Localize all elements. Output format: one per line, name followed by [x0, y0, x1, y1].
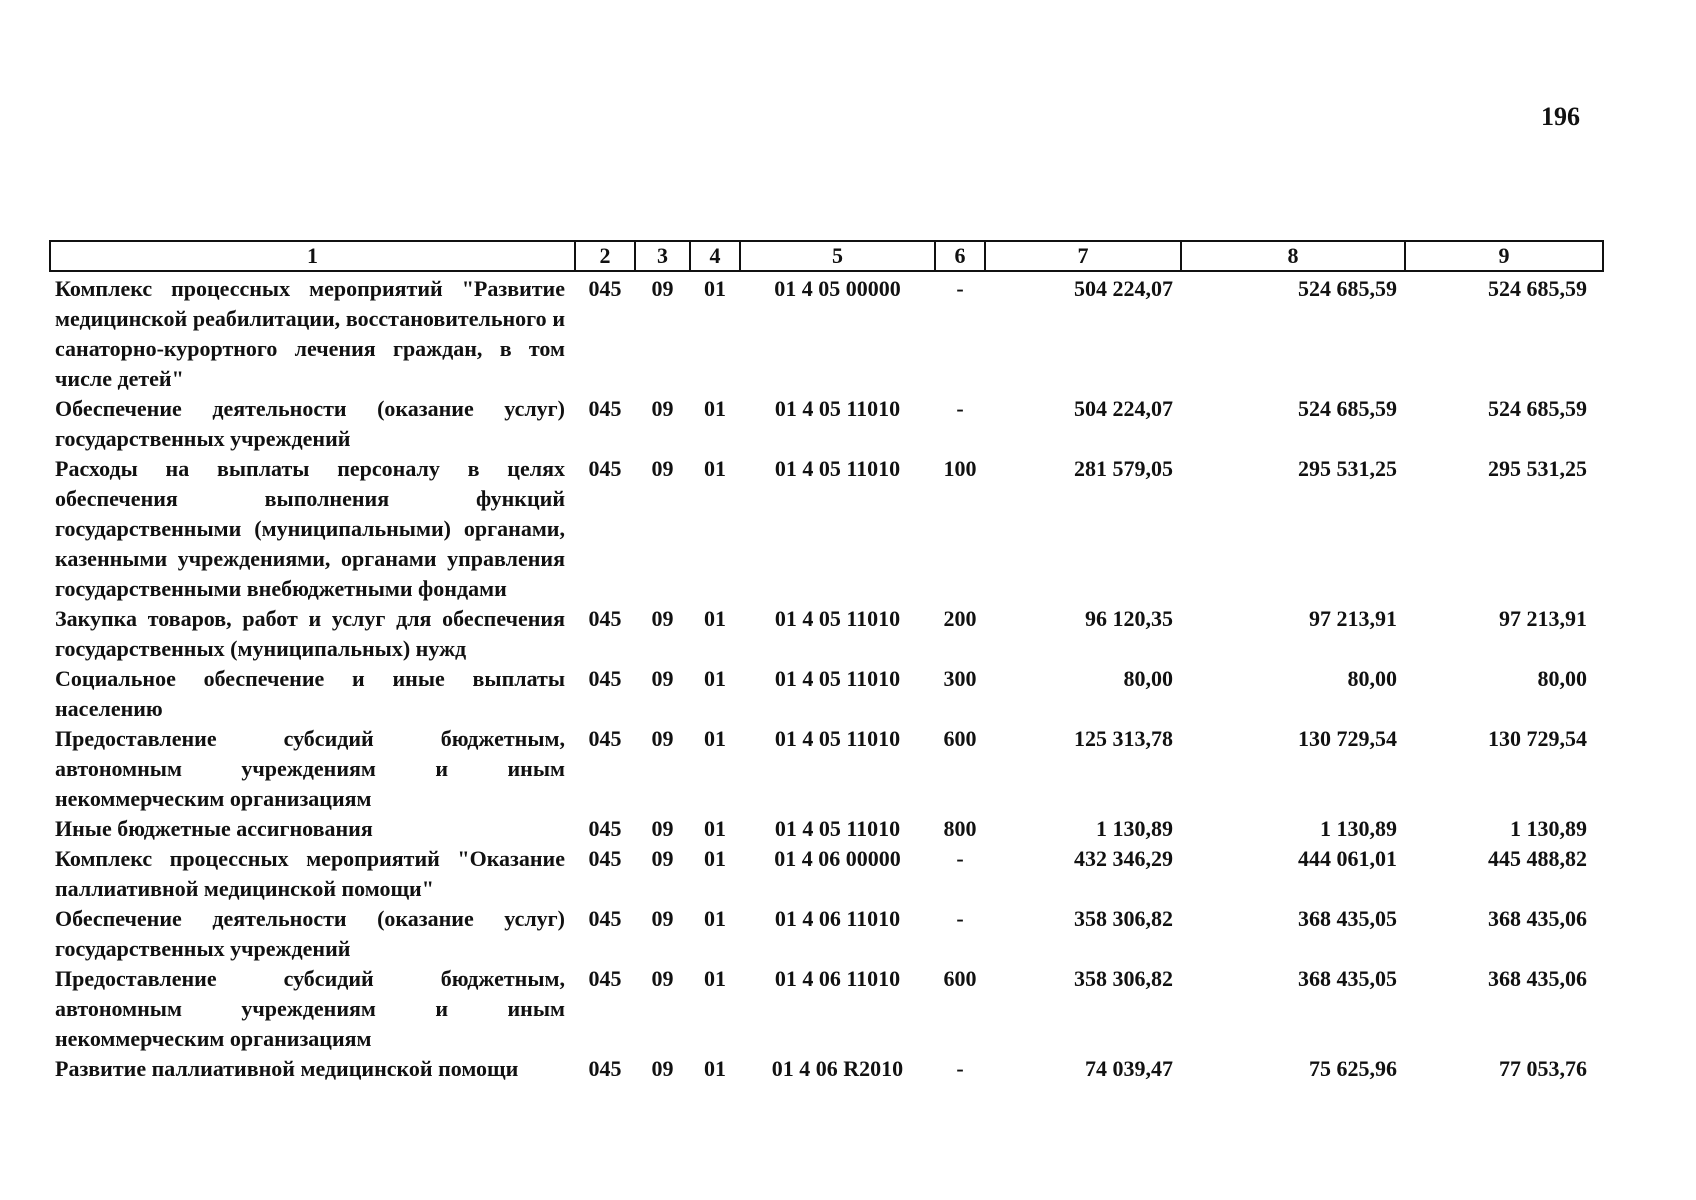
row-name: Обеспечение деятельности (оказание услуг) государственных учреждений — [55, 906, 565, 961]
col-8-cell: 524 685,59 — [1298, 396, 1397, 421]
col-5-cell: 01 4 05 11010 — [774, 396, 901, 421]
col-5-cell: 01 4 05 11010 — [774, 456, 901, 481]
col-7-cell: 504 224,07 — [1074, 396, 1173, 421]
col-8-cell: 295 531,25 — [1298, 456, 1397, 481]
col-4-cell: 01 — [704, 396, 726, 421]
col-4-cell: 01 — [704, 666, 726, 691]
row-name: Обеспечение деятельности (оказание услуг) государственных учреждений — [55, 396, 565, 451]
col-7-cell: 281 579,05 — [1074, 456, 1173, 481]
col-7-cell: 125 313,78 — [1074, 726, 1173, 751]
row-name: Предоставление субсидий бюджетным, автономным учреждениям и иным некоммерческим организациям — [55, 966, 565, 1051]
col-3-cell: 09 — [651, 846, 674, 871]
col-3-cell: 09 — [651, 906, 674, 931]
row-name: Предоставление субсидий бюджетным, автономным учреждениям и иным некоммерческим организациям — [55, 726, 565, 811]
col-8-cell: 368 435,05 — [1298, 966, 1397, 991]
col-5-cell: 01 4 06 11010 — [774, 906, 901, 931]
col-9-cell: 445 488,82 — [1488, 846, 1587, 871]
col-7-cell: 96 120,35 — [1085, 606, 1173, 631]
table-row — [50, 964, 1603, 1054]
row-name: Комплекс процессных мероприятий "Оказание паллиативной медицинской помощи" — [55, 846, 565, 901]
col-8-cell: 368 435,05 — [1298, 906, 1397, 931]
col-7-cell: 80,00 — [1123, 666, 1173, 691]
col-3-cell: 09 — [651, 666, 674, 691]
col-6-cell: 100 — [943, 456, 977, 481]
header-cell: 6 — [935, 241, 985, 271]
table-row — [50, 904, 1603, 964]
header-cell: 9 — [1405, 241, 1603, 271]
col-3-cell: 09 — [651, 276, 674, 301]
col-5-cell: 01 4 05 11010 — [774, 666, 901, 691]
col-4-cell: 01 — [704, 1056, 726, 1081]
header-cell: 2 — [575, 241, 635, 271]
col-3-cell: 09 — [651, 966, 674, 991]
table-row — [50, 271, 1603, 394]
col-9-cell: 1 130,89 — [1510, 816, 1587, 841]
col-4-cell: 01 — [704, 456, 726, 481]
col-3-cell: 09 — [651, 456, 674, 481]
col-6-cell: - — [956, 846, 964, 871]
table-row — [50, 724, 1603, 814]
col-9-cell: 130 729,54 — [1488, 726, 1587, 751]
header-row — [50, 241, 1603, 271]
col-6-cell: - — [956, 276, 964, 301]
col-3-cell: 09 — [651, 396, 674, 421]
col-7-cell: 432 346,29 — [1074, 846, 1173, 871]
header-cell: 8 — [1181, 241, 1405, 271]
col-4-cell: 01 — [704, 846, 726, 871]
col-6-cell: 800 — [943, 816, 977, 841]
col-5-cell: 01 4 05 00000 — [774, 276, 901, 301]
col-2-cell: 045 — [588, 456, 622, 481]
col-4-cell: 01 — [704, 726, 726, 751]
col-4-cell: 01 — [704, 966, 726, 991]
col-6-cell: 200 — [943, 606, 977, 631]
col-2-cell: 045 — [588, 726, 622, 751]
col-9-cell: 368 435,06 — [1488, 906, 1587, 931]
col-8-cell: 444 061,01 — [1298, 846, 1397, 871]
col-2-cell: 045 — [588, 816, 622, 841]
col-5-cell: 01 4 05 11010 — [774, 606, 901, 631]
col-8-cell: 130 729,54 — [1298, 726, 1397, 751]
col-6-cell: - — [956, 396, 964, 421]
col-7-cell: 358 306,82 — [1074, 966, 1173, 991]
col-9-cell: 295 531,25 — [1488, 456, 1587, 481]
col-6-cell: 600 — [943, 966, 977, 991]
col-5-cell: 01 4 06 00000 — [774, 846, 901, 871]
row-name: Закупка товаров, работ и услуг для обеспечения государственных (муниципальных) нужд — [55, 606, 565, 661]
row-name: Иные бюджетные ассигнования — [55, 816, 373, 841]
table-row — [50, 664, 1603, 724]
col-8-cell: 97 213,91 — [1309, 606, 1397, 631]
col-2-cell: 045 — [588, 1056, 622, 1081]
header-cell: 3 — [635, 241, 690, 271]
col-2-cell: 045 — [588, 276, 622, 301]
col-6-cell: - — [956, 906, 964, 931]
col-6-cell: 600 — [943, 726, 977, 751]
col-5-cell: 01 4 06 11010 — [774, 966, 901, 991]
col-5-cell: 01 4 05 11010 — [774, 726, 901, 751]
col-5-cell: 01 4 06 R2010 — [771, 1056, 904, 1081]
col-9-cell: 368 435,06 — [1488, 966, 1587, 991]
col-2-cell: 045 — [588, 606, 622, 631]
col-8-cell: 524 685,59 — [1298, 276, 1397, 301]
header-cell: 1 — [50, 241, 575, 271]
col-2-cell: 045 — [588, 846, 622, 871]
col-4-cell: 01 — [704, 816, 726, 841]
table-row — [50, 604, 1603, 664]
col-7-cell: 358 306,82 — [1074, 906, 1173, 931]
col-3-cell: 09 — [651, 816, 674, 841]
col-9-cell: 97 213,91 — [1499, 606, 1587, 631]
col-8-cell: 1 130,89 — [1320, 816, 1397, 841]
col-9-cell: 80,00 — [1537, 666, 1587, 691]
col-3-cell: 09 — [651, 1056, 674, 1081]
header-cell: 4 — [690, 241, 740, 271]
table-row — [50, 1054, 1603, 1084]
col-5-cell: 01 4 05 11010 — [774, 816, 901, 841]
col-4-cell: 01 — [704, 906, 726, 931]
col-6-cell: 300 — [943, 666, 977, 691]
col-2-cell: 045 — [588, 966, 622, 991]
table-row — [50, 454, 1603, 604]
col-4-cell: 01 — [704, 606, 726, 631]
row-name: Расходы на выплаты персоналу в целях обеспечения выполнения функций государственными (муниципальными) органами, казенными учреждениями, органами управления государственными внебюджетными фондами — [55, 456, 565, 601]
col-7-cell: 74 039,47 — [1085, 1056, 1173, 1081]
col-7-cell: 1 130,89 — [1096, 816, 1173, 841]
col-3-cell: 09 — [651, 606, 674, 631]
col-4-cell: 01 — [704, 276, 726, 301]
page-number: 196 — [1541, 102, 1580, 131]
col-7-cell: 504 224,07 — [1074, 276, 1173, 301]
col-2-cell: 045 — [588, 396, 622, 421]
row-name: Развитие паллиативной медицинской помощи — [55, 1056, 519, 1081]
table-row — [50, 814, 1603, 844]
col-9-cell: 524 685,59 — [1488, 396, 1587, 421]
col-2-cell: 045 — [588, 906, 622, 931]
table-row — [50, 844, 1603, 904]
row-name: Социальное обеспечение и иные выплаты населению — [55, 666, 565, 721]
col-8-cell: 80,00 — [1347, 666, 1397, 691]
budget-table — [49, 240, 1604, 1084]
col-3-cell: 09 — [651, 726, 674, 751]
col-8-cell: 75 625,96 — [1309, 1056, 1397, 1081]
col-9-cell: 77 053,76 — [1499, 1056, 1587, 1081]
table-row — [50, 394, 1603, 454]
row-name: Комплекс процессных мероприятий "Развитие медицинской реабилитации, восстановительного и санаторно-курортного лечения граждан, в том числе детей" — [55, 276, 565, 391]
col-6-cell: - — [956, 1056, 964, 1081]
header-cell: 7 — [985, 241, 1181, 271]
header-cell: 5 — [740, 241, 935, 271]
col-2-cell: 045 — [588, 666, 622, 691]
col-9-cell: 524 685,59 — [1488, 276, 1587, 301]
